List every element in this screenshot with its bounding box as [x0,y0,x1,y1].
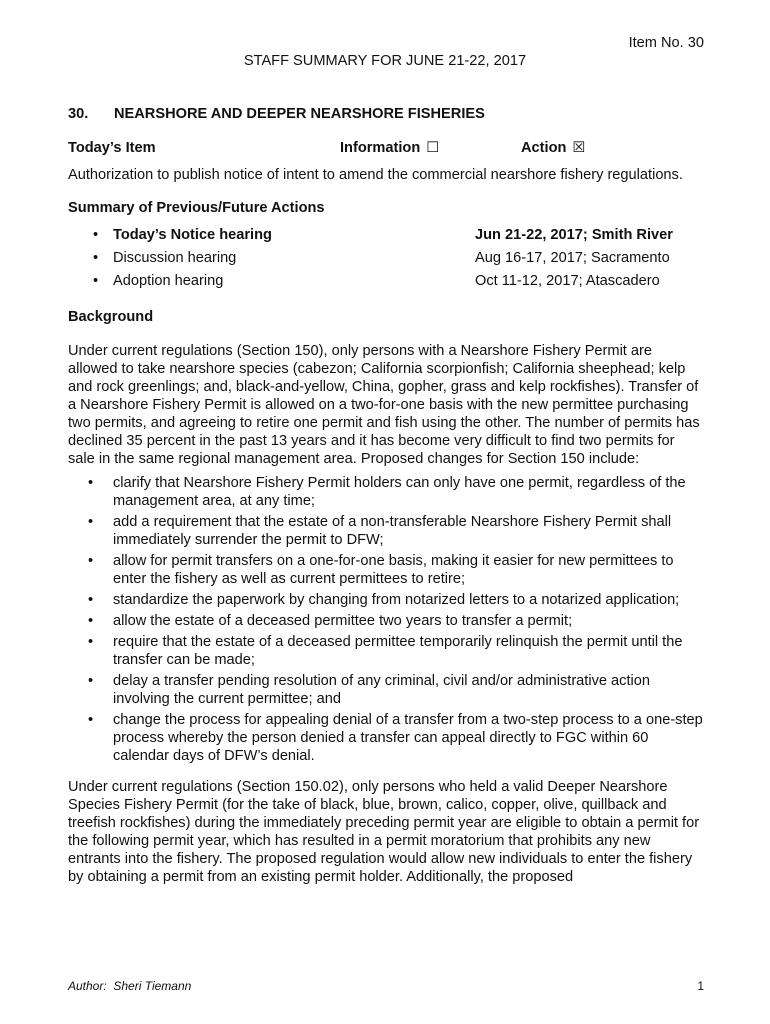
action-option [521,139,586,157]
bullet: • [88,553,94,569]
background-heading: Background [68,309,154,325]
bullet: • [88,673,94,689]
action-label: Action [521,140,567,156]
action-item-name: Discussion hearing [113,249,237,266]
author-name: Sheri Tiemann [113,979,192,993]
list-item-text: add a requirement that the estate of a non-transferable Nearshore Fishery Permit shall immediately surrender the permit to DFW; [113,514,672,548]
agenda-item-title: NEARSHORE AND DEEPER NEARSHORE FISHERIES [114,106,485,122]
information-label: Information [340,140,421,156]
action-item-today [68,223,704,246]
action-item-date: Oct 11-12, 2017; Atascadero [475,272,660,289]
action-item-date: Jun 21-22, 2017; Smith River [475,226,673,243]
list-item-text: allow for permit transfers on a one-for-one basis, making it easier for new permittees to enter the fishery as well as current permittees to retire; [113,553,674,587]
bullet: • [88,514,94,530]
list-item [68,633,704,669]
action-item-adoption [68,269,704,292]
deeper-nearshore-paragraph: Under current regulations (Section 150.02), only persons who held a valid Deeper Nearshore Species Fishery Permit (for the take of black, blue, brown, calico, copper, olive, quillback and treefish rockfishes) during the immediately preceding permit year are eligible to obtain a permit for the following permit year, which has resulted in a permit moratorium that prohibits any new entrants into the fishery. The proposed regulation would allow new individuals to enter the fishery by obtaining a permit from an existing permit holder. Additionally, the proposed [68,779,700,885]
page-number: 1 [697,979,704,993]
bullet: • [88,592,94,608]
bullet: • [93,226,99,243]
proposed-changes-list [68,474,704,765]
action-checkbox: ☒ [572,140,586,156]
list-item [68,591,704,609]
list-item-text: standardize the paperwork by changing from notarized letters to a notarized application; [113,592,680,608]
background-paragraph: Under current regulations (Section 150), only persons with a Nearshore Fishery Permit are allowed to take nearshore species (cabezon; California scorpionfish; California sheephead; kelp and rock greenlings; and, black-and-yellow, China, gopher, grass and kelp rockfishes). Transfer of a Nearshore Fishery Permit is allowed on a two-for-one basis with the new permittee purchasing two permits, and agreeing to retire one permit and fish using the other. The number of permits has declined 35 percent in the past 13 years and it has become very difficult to find two permits for sale in the same regional management area. Proposed changes for Section 150 include: [68,343,700,467]
action-item-name: Adoption hearing [113,272,224,289]
agenda-item-number: 30. [68,106,89,122]
todays-item-label: Today’s Item [68,140,156,156]
list-item [68,513,704,549]
item-number: Item No. 30 [628,35,704,51]
information-option [340,139,521,157]
action-item-name: Today’s Notice hearing [113,226,272,243]
bullet: • [88,634,94,650]
todays-item-row [68,139,704,157]
document-body [68,105,704,886]
bullet: • [88,475,94,491]
action-item-discussion [68,246,704,269]
bullet: • [93,249,99,266]
author-label: Author: [68,979,107,993]
footer-author [68,977,191,995]
actions-heading: Summary of Previous/Future Actions [68,200,325,216]
list-item [68,711,704,765]
bullet: • [93,272,99,289]
agenda-item-heading [68,105,704,123]
list-item-text: clarify that Nearshore Fishery Permit holders can only have one permit, regardless of the management area, at any time; [113,475,686,509]
information-checkbox: ☐ [426,140,440,156]
list-item [68,612,704,630]
list-item [68,474,704,510]
actions-list [68,223,704,292]
list-item [68,672,704,708]
list-item-text: allow the estate of a deceased permittee two years to transfer a permit; [113,613,573,629]
bullet: • [88,613,94,629]
staff-summary-title: STAFF SUMMARY FOR JUNE 21-22, 2017 [243,53,527,69]
list-item-text: require that the estate of a deceased permittee temporarily relinquish the permit until the transfer can be made; [113,634,683,668]
bullet: • [88,712,94,728]
authorization-text: Authorization to publish notice of intent to amend the commercial nearshore fishery regulations. [68,167,683,183]
list-item-text: change the process for appealing denial of a transfer from a two-step process to a one-step process whereby the person denied a transfer can appeal directly to FGC within 60 calendar days of DFW’s denial. [113,712,703,764]
list-item-text: delay a transfer pending resolution of any criminal, civil and/or administrative action involving the current permittee; and [113,673,650,707]
list-item [68,552,704,588]
action-item-date: Aug 16-17, 2017; Sacramento [475,249,670,266]
